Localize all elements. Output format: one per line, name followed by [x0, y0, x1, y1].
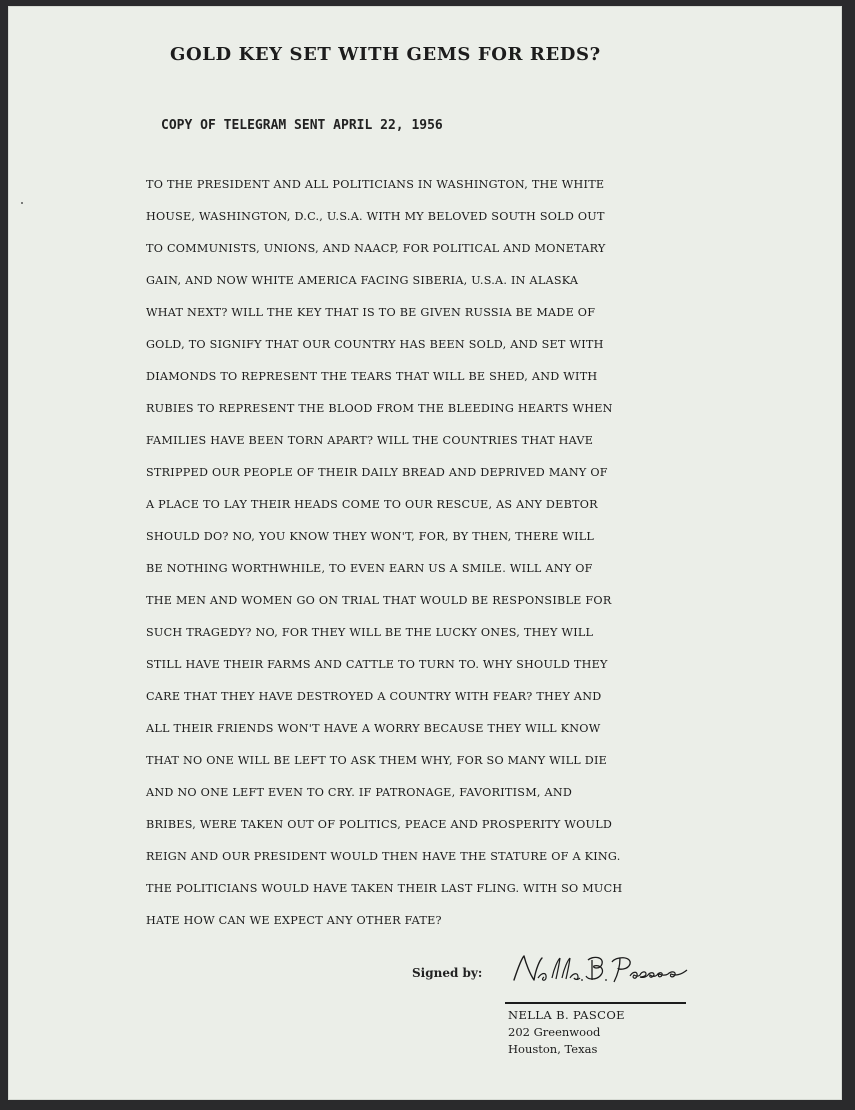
- body-line: TO COMMUNISTS, UNIONS, AND NAACP, FOR POLITICAL AND MONETARY: [146, 242, 606, 255]
- body-line: HATE HOW CAN WE EXPECT ANY OTHER FATE?: [146, 914, 442, 927]
- telegram-date-line: COPY OF TELEGRAM SENT APRIL 22, 1956: [161, 118, 443, 133]
- handwritten-signature: [508, 950, 698, 990]
- body-line: TO THE PRESIDENT AND ALL POLITICIANS IN WASHINGTON, THE WHITE: [146, 178, 605, 191]
- body-line: DIAMONDS TO REPRESENT THE TEARS THAT WILL BE SHED, AND WITH: [146, 370, 598, 383]
- body-line: WHAT NEXT? WILL THE KEY THAT IS TO BE GIVEN RUSSIA BE MADE OF: [146, 306, 596, 319]
- signer-name: NELLA B. PASCOE: [508, 1008, 625, 1022]
- body-line: HOUSE, WASHINGTON, D.C., U.S.A. WITH MY BELOVED SOUTH SOLD OUT: [146, 210, 605, 223]
- body-line: STRIPPED OUR PEOPLE OF THEIR DAILY BREAD AND DEPRIVED MANY OF: [146, 466, 608, 479]
- body-line: THE POLITICIANS WOULD HAVE TAKEN THEIR LAST FLING. WITH SO MUCH: [146, 882, 623, 895]
- signature-rule: [505, 1002, 686, 1004]
- body-line: REIGN AND OUR PRESIDENT WOULD THEN HAVE THE STATURE OF A KING.: [146, 850, 621, 863]
- body-line: ALL THEIR FRIENDS WON'T HAVE A WORRY BECAUSE THEY WILL KNOW: [146, 722, 601, 735]
- body-line: FAMILIES HAVE BEEN TORN APART? WILL THE COUNTRIES THAT HAVE: [146, 434, 594, 447]
- body-line: A PLACE TO LAY THEIR HEADS COME TO OUR RESCUE, AS ANY DEBTOR: [146, 498, 598, 511]
- body-line: THAT NO ONE WILL BE LEFT TO ASK THEM WHY, FOR SO MANY WILL DIE: [146, 754, 608, 767]
- body-line: STILL HAVE THEIR FARMS AND CATTLE TO TURN TO. WHY SHOULD THEY: [146, 658, 608, 671]
- signer-street: 202 Greenwood: [508, 1025, 601, 1039]
- body-line: GAIN, AND NOW WHITE AMERICA FACING SIBERIA, U.S.A. IN ALASKA: [146, 274, 579, 287]
- document-page: [8, 6, 842, 1100]
- signer-city: Houston, Texas: [508, 1042, 598, 1056]
- body-line: BE NOTHING WORTHWHILE, TO EVEN EARN US A SMILE. WILL ANY OF: [146, 562, 593, 575]
- document-title: GOLD KEY SET WITH GEMS FOR REDS?: [170, 44, 601, 65]
- body-line: BRIBES, WERE TAKEN OUT OF POLITICS, PEACE AND PROSPERITY WOULD: [146, 818, 613, 831]
- telegram-body: [146, 169, 746, 937]
- signed-by-label: Signed by:: [412, 966, 483, 980]
- body-line: RUBIES TO REPRESENT THE BLOOD FROM THE BLEEDING HEARTS WHEN: [146, 402, 613, 415]
- body-line: AND NO ONE LEFT EVEN TO CRY. IF PATRONAGE, FAVORITISM, AND: [146, 786, 573, 799]
- body-line: GOLD, TO SIGNIFY THAT OUR COUNTRY HAS BEEN SOLD, AND SET WITH: [146, 338, 604, 351]
- body-line: THE MEN AND WOMEN GO ON TRIAL THAT WOULD BE RESPONSIBLE FOR: [146, 594, 612, 607]
- body-line: SUCH TRAGEDY? NO, FOR THEY WILL BE THE LUCKY ONES, THEY WILL: [146, 626, 594, 639]
- body-line: CARE THAT THEY HAVE DESTROYED A COUNTRY WITH FEAR? THEY AND: [146, 690, 602, 703]
- paper-speck: [21, 202, 23, 204]
- body-line: SHOULD DO? NO, YOU KNOW THEY WON'T, FOR, BY THEN, THERE WILL: [146, 530, 595, 543]
